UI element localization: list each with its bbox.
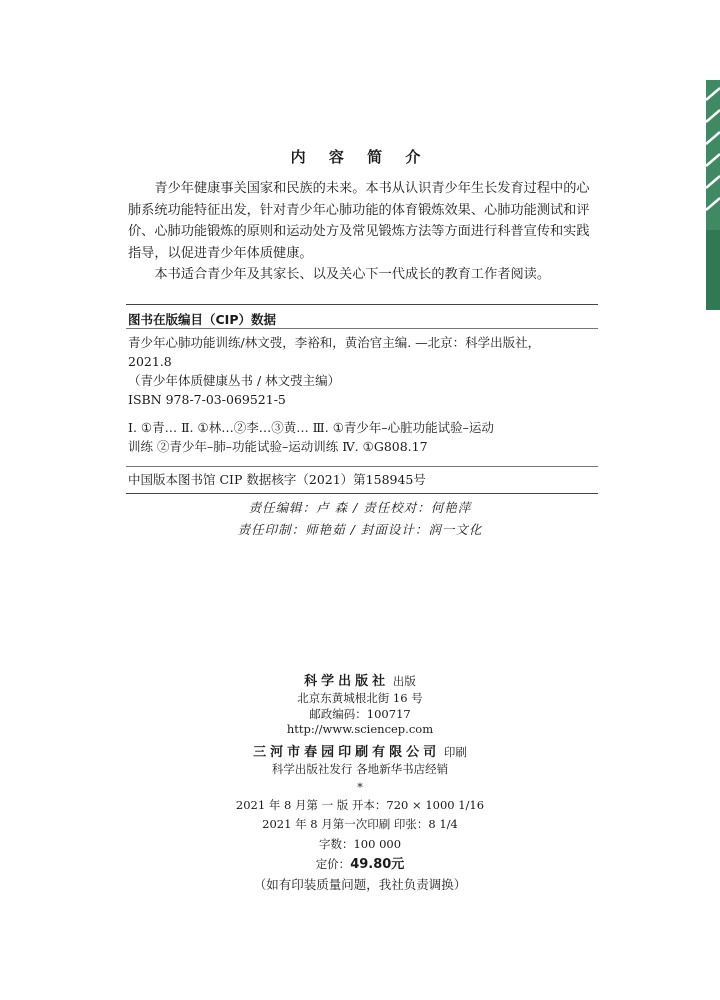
price-value: 49.80元 (350, 857, 405, 872)
word-count: 字数：100 000 (318, 837, 402, 851)
publisher-line (0, 670, 720, 689)
printer-suffix: 印刷 (443, 745, 467, 759)
printing-line: 2021 年 8 月第一次印刷 印张：8 1/4 (262, 817, 458, 831)
printer-name: 三河市春园印刷有限公司 (253, 745, 441, 760)
printer-line (0, 741, 720, 760)
cip-line-6: 训练 ②青少年–肺–功能试验–运动训练 Ⅳ. ①G808.17 (128, 439, 428, 454)
cip-classification (128, 418, 598, 456)
distribution-line: 科学出版社发行 各地新华书店经销 (271, 762, 449, 776)
price-line (0, 853, 720, 872)
quality-notice: （如有印装质量问题，我社负责调换） (253, 877, 467, 892)
publisher-name: 科学出版社 (304, 674, 390, 689)
cip-line-2: 2021.8 (128, 354, 172, 369)
cip-line-4: ISBN 978-7-03-069521-5 (128, 392, 286, 407)
decorative-ribbon (704, 80, 720, 310)
price-label: 定价： (315, 857, 351, 871)
cip-record: 中国版本图书馆 CIP 数据核字（2021）第158945号 (128, 472, 426, 487)
summary-paragraph-1: 青少年健康事关国家和民族的未来。本书从认识青少年生长发育过程中的心肺系统功能特征出发，针对青少年心肺功能的体育锻炼效果、心肺功能测试和评价、心肺功能锻炼的原则和运动处方及常见锻炼方法等方面进行科普宣传和实践指导，以促进青少年体质健康。 (128, 181, 590, 261)
production-credits: 责任印制：师艳茹 / 封面设计：润一文化 (237, 522, 483, 537)
publisher-address: 北京东黄城根北街 16 号 (297, 691, 423, 705)
summary-heading: 内 容 简 介 (290, 148, 430, 166)
edition-line: 2021 年 8 月第 一 版 开本：720 × 1000 1/16 (235, 798, 485, 812)
summary-paragraph-2: 本书适合青少年及其家长、以及关心下一代成长的教育工作者阅读。 (154, 267, 551, 282)
cip-bottom-rule (126, 493, 598, 494)
cip-divider (126, 466, 598, 467)
cip-line-5: Ⅰ. ①青… Ⅱ. ①林…②李…③黄… Ⅲ. ①青少年–心脏功能试验–运动 (128, 420, 494, 435)
cip-bibliographic (128, 333, 598, 409)
editor-credits: 责任编辑：卢 森 / 责任校对：何艳萍 (248, 500, 472, 515)
cip-top-rule (126, 304, 598, 305)
summary-text (128, 178, 598, 286)
website-url: http://www.sciencep.com (286, 722, 434, 736)
publisher-suffix: 出版 (392, 674, 416, 688)
cip-line-3: （青少年体质健康丛书 / 林文弢主编） (128, 373, 341, 388)
separator-star: * (357, 780, 363, 794)
postcode: 邮政编码：100717 (309, 707, 411, 721)
cip-title: 图书在版编目（CIP）数据 (128, 312, 276, 327)
cip-title-rule (126, 328, 598, 329)
cip-line-1: 青少年心肺功能训练/林文弢，李裕和，黄治官主编. —北京：科学出版社， (128, 335, 541, 350)
